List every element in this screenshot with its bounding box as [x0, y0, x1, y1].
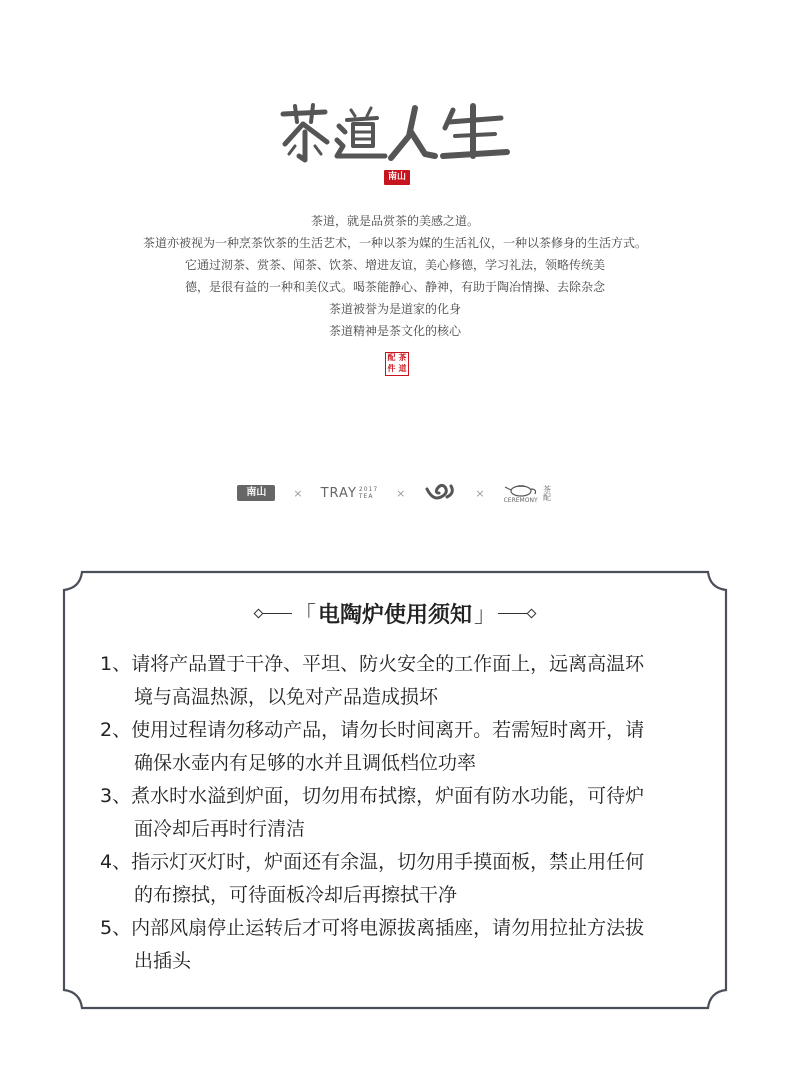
brand-logo-ceremony — [503, 483, 553, 504]
notice-item — [100, 648, 700, 714]
brand-logo-nanshan: 南山 — [237, 485, 275, 501]
brand-row — [0, 480, 790, 506]
calligraphy-title-image — [275, 102, 515, 166]
intro-line: 茶道亦被视为一种烹茶饮茶的生活艺术，一种以茶为媒的生活礼仪，一种以茶修身的生活方式。 — [142, 236, 647, 250]
ornament-line — [498, 613, 528, 614]
notice-panel — [62, 570, 728, 1010]
notice-item-line: 确保水壶内有足够的水并且调低档位功率 — [134, 752, 477, 774]
notice-item-line: 1、请将产品置于干净、平坦、防火安全的工作面上，远离高温环 — [100, 653, 645, 675]
notice-item-line: 5、内部风扇停止运转后才可将电源拔离插座，请勿用拉扯方法拔 — [100, 917, 645, 939]
bracket-close: 」 — [474, 603, 497, 628]
brand-tray-sup — [359, 486, 378, 500]
brand-separator: × — [475, 486, 485, 500]
brand-tray-sub: TEA — [358, 493, 374, 500]
swirl-logo-icon — [423, 483, 457, 503]
title-right-ornament — [498, 610, 535, 617]
diamond-ornament — [254, 609, 264, 619]
brand-separator: × — [293, 486, 303, 500]
teapot-icon — [503, 483, 539, 497]
seal-char: 茶 — [398, 353, 407, 362]
notice-list — [100, 648, 700, 978]
intro-line: 德，是很有益的一种和美仪式。喝茶能静心、静神，有助于陶冶情操、去除杂念 — [184, 280, 605, 294]
notice-item-line: 2、使用过程请勿移动产品，请勿长时间离开。若需短时离开，请 — [100, 719, 645, 741]
notice-item-line: 3、煮水时水溢到炉面，切勿用布拭擦，炉面有防水功能，可待炉 — [100, 785, 645, 807]
brand-tray-year: 2017 — [358, 486, 379, 493]
seal-char: 配 — [387, 353, 396, 362]
notice-item — [100, 912, 700, 978]
notice-title-text: 电陶炉使用须知 — [317, 603, 472, 628]
brand-ceremony-text: CEREMONY — [503, 496, 538, 504]
notice-item-line: 的布擦拭，可待面板冷却后再擦拭干净 — [134, 884, 458, 906]
title-left-ornament — [255, 610, 292, 617]
notice-item-line: 出插头 — [134, 950, 192, 972]
notice-title — [62, 598, 728, 629]
seal-stamp-nanshan: 南山 — [384, 170, 410, 185]
seal-char: 件 — [387, 364, 396, 373]
calligraphy-title — [0, 102, 790, 166]
seal-stamp-tea — [385, 352, 409, 376]
ornament-line — [262, 613, 292, 614]
intro-text — [0, 210, 790, 342]
brand-tray-text: TRAY — [320, 485, 357, 501]
notice-item-line: 面冷却后再时行清洁 — [134, 818, 306, 840]
brand-ceremony-cn: 茶配 — [542, 485, 552, 501]
notice-item-line: 4、指示灯灭灯时，炉面还有余温，切勿用手摸面板，禁止用任何 — [100, 851, 645, 873]
notice-item — [100, 714, 700, 780]
brand-separator: × — [396, 486, 406, 500]
brand-logo-tray — [321, 486, 379, 501]
seal-char: 道 — [398, 364, 407, 373]
intro-line: 茶道，就是品赏茶的美感之道。 — [310, 214, 479, 228]
notice-item-line: 境与高温热源，以免对产品造成损坏 — [134, 686, 439, 708]
diamond-ornament — [527, 609, 537, 619]
intro-line: 茶道精神是茶文化的核心 — [328, 324, 461, 338]
notice-item — [100, 780, 700, 846]
bracket-open: 「 — [293, 603, 316, 628]
brand-ceremony-mark — [503, 483, 539, 504]
intro-line: 茶道被誉为是道家的化身 — [328, 302, 461, 316]
intro-line: 它通过沏茶、赏茶、闻茶、饮茶、增进友谊，美心修德，学习礼法，领略传统美 — [184, 258, 605, 272]
notice-item — [100, 846, 700, 912]
